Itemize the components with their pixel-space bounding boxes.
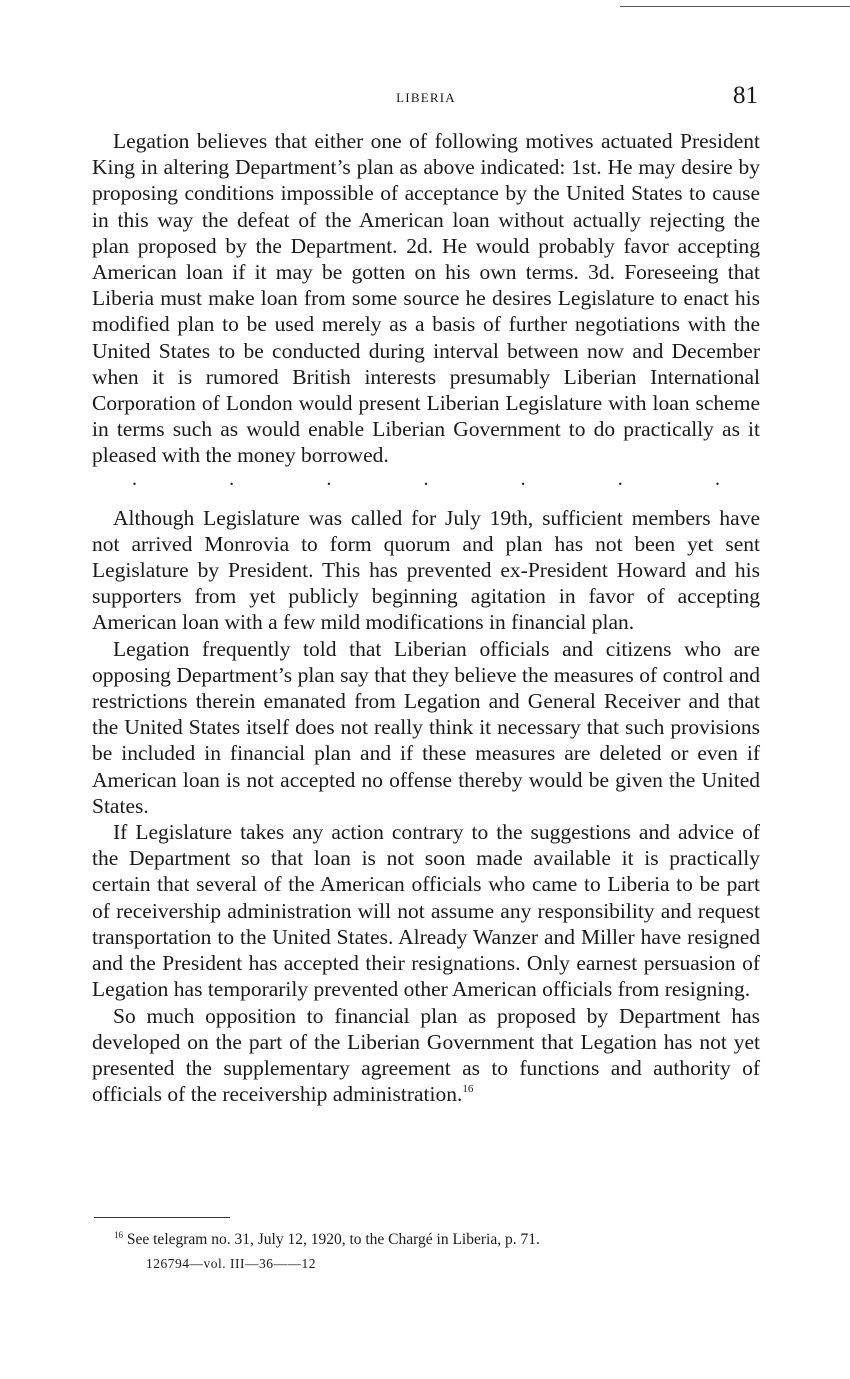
ellipsis-dot: .: [229, 467, 235, 490]
paragraph-4: If Legislature takes any action contrary to the suggestions and advice of the Department so that loan is not soon made available it is practically certain that several of the American officials who came to Liberia to be part of receivership administration will not assume any responsibility and request transportation to the United States. Already Wanzer and Miller have resigned and the President has accepted their resignations. Only earnest persuasion of Legation has temporarily prevented other American officials from resigning.: [92, 820, 760, 1002]
paragraph-1: Legation believes that either one of following motives actuated President King in altering Department’s plan as above indicated: 1st. He may desire by proposing conditions impossible of acceptance by the United States to cause in this way the defeat of the American loan without actually rejecting the plan proposed by the Department. 2d. He would probably favor accepting American loan if it may be gotten on his own terms. 3d. Foreseeing that Liberia must make loan from some source he desires Legislature to enact his modified plan to be used merely as a basis of further negotiations with the United States to be conducted during interval between now and December when it is rumored British interests presumably Liberian International Corporation of London would present Liberian Legislature with loan scheme in terms such as would enable Liberian Government to do practically as it pleased with the money borrowed.: [92, 129, 760, 468]
running-head: LIBERIA: [396, 90, 456, 105]
footnote-marker: 16: [114, 1230, 123, 1240]
ellipsis-dot: .: [423, 467, 429, 490]
paragraph-5: [92, 1003, 760, 1108]
page-header: [92, 84, 760, 114]
ellipsis-dot: .: [132, 467, 137, 490]
footnote-rule: [94, 1217, 230, 1218]
footnote: [114, 1230, 754, 1250]
ellipsis-dot: .: [617, 467, 623, 490]
footnote-text: See telegram no. 31, July 12, 1920, to the Chargé in Liberia, p. 71.: [126, 1231, 540, 1248]
body-text: [92, 128, 760, 1107]
footnote-reference[interactable]: 16: [462, 1083, 474, 1096]
top-edge-rule: [620, 6, 850, 7]
paragraph-3: Legation frequently told that Liberian officials and citizens who are opposing Department’s plan say that they believe the measures of control and restrictions therein emanated from Legation and General Receiver and that the United States itself does not really think it necessary that such provisions be included in financial plan and if these measures are deleted or even if American loan is not accepted no offense thereby would be given the United States.: [92, 636, 760, 818]
paragraph-2: Although Legislature was called for July 19th, sufficient members have not arrived Monrovia to form quorum and plan has not been yet sent Legislature by President. This has prevented ex-President Howard and his supporters from yet publicly beginning agitation in favor of accepting American loan with a few mild modifications in financial plan.: [92, 505, 760, 635]
print-code: 126794—vol. III—36——12: [146, 1256, 316, 1271]
ellipsis-row: [92, 469, 760, 495]
ellipsis-dot: .: [714, 467, 720, 490]
ellipsis-dot: .: [520, 467, 526, 490]
paragraph-5-text: So much opposition to financial plan as proposed by Department has developed on the part of the Liberian Government that Legation has not yet presented the supplementary agreement as to functions and authority of officials of the receivership administration.: [92, 1003, 760, 1107]
ellipsis-dot: .: [326, 467, 332, 490]
page-number: 81: [733, 82, 758, 109]
